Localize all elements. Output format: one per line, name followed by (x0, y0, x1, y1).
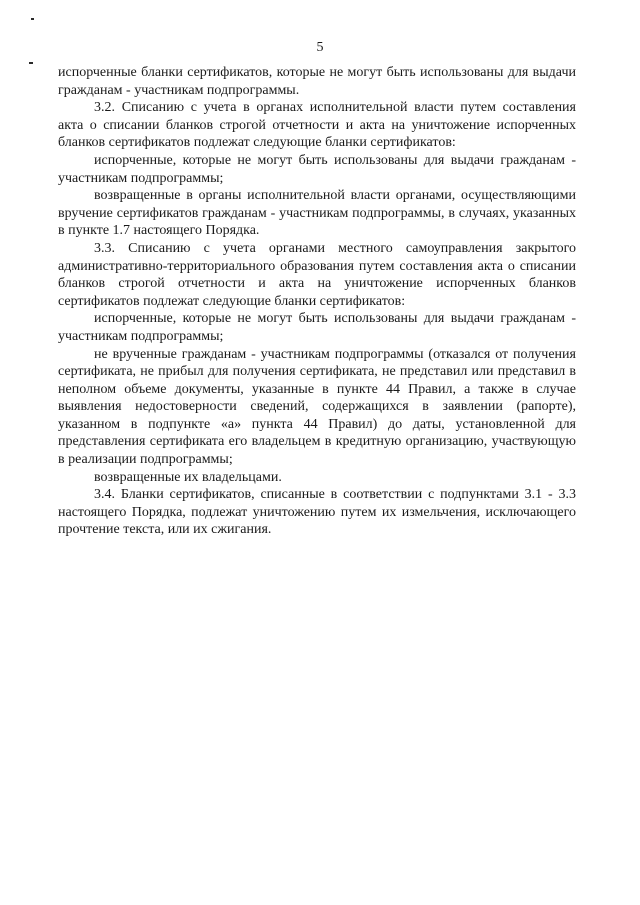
paragraph: возвращенные их владельцами. (94, 469, 282, 485)
scan-speck (31, 18, 34, 20)
document-body (58, 64, 576, 539)
paragraph: не врученные гражданам - участникам подпрограммы (отказался от получения сертификата, не прибыл для получения сертификата, не представил или представил в неполном объеме документы, указанные в пункте 44 Правил, а также в случае выявления недостоверности сведений, содержащихся в заявлении (рапорте), указанном в подпункте «а» пункта 44 Правил) до даты, установленной для представления сертификата его владельцем в кредитную организацию, участвующую в реализации подпрограммы; (58, 346, 576, 468)
page-number: 5 (316, 40, 324, 55)
paragraph: 3.2. Списанию с учета в органах исполнительной власти путем составления акта о списании бланков строгой отчетности и акта на уничтожение испорченных бланков сертификатов подлежат следующие бланки сертификатов: (58, 100, 576, 151)
paragraph: испорченные, которые не могут быть использованы для выдачи гражданам - участникам подпрограммы; (58, 152, 576, 186)
paragraph: возвращенные в органы исполнительной власти органами, осуществляющими вручение сертификатов гражданам - участникам подпрограммы, в случаях, указанных в пункте 1.7 настоящего Порядка. (58, 188, 576, 239)
paragraph: 3.4. Бланки сертификатов, списанные в соответствии с подпунктами 3.1 - 3.3 настоящего Порядка, подлежат уничтожению путем их измельчения, исключающего прочтение текста, или их сжигания. (58, 487, 576, 538)
paragraph: испорченные, которые не могут быть использованы для выдачи гражданам - участникам подпрограммы; (58, 311, 576, 344)
scan-speck (29, 62, 33, 64)
paragraph: испорченные бланки сертификатов, которые не могут быть использованы для выдачи гражданам - участникам подпрограммы. (58, 65, 576, 98)
paragraph: 3.3. Списанию с учета органами местного самоуправления закрытого административно-территориального образования путем составления акта о списании бланков строгой отчетности и акта на уничтожение испорченных бланков сертификатов подлежат следующие бланки сертификатов: (58, 240, 576, 309)
